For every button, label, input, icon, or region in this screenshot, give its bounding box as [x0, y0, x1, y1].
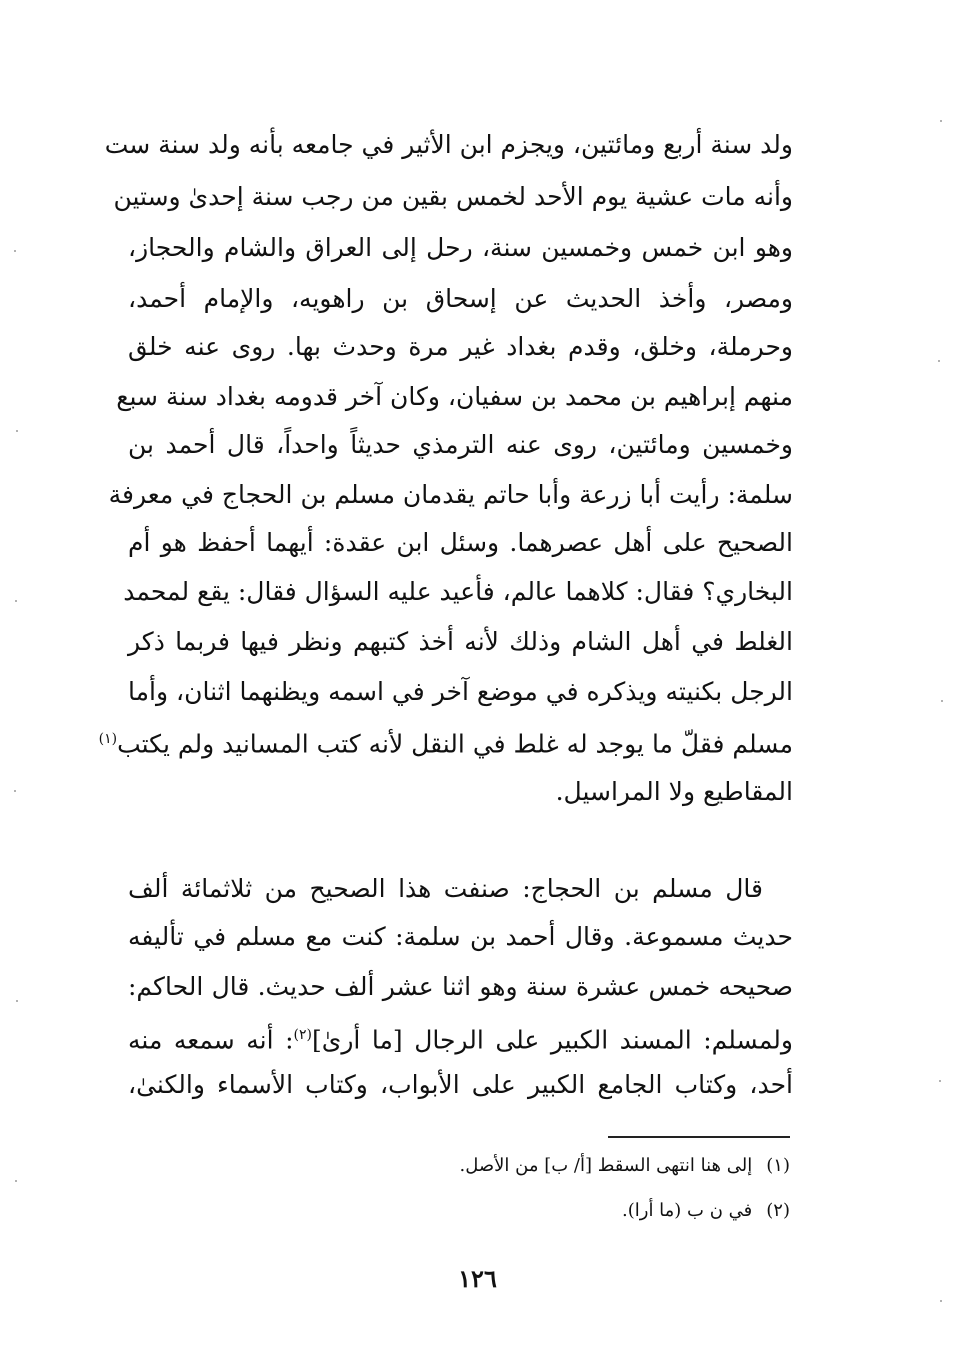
page-number: ١٢٦	[458, 1264, 497, 1293]
line-text: : أنه سمعه منه	[128, 1025, 294, 1055]
text-line: وأنه مات عشية يوم الأحد لخمس بقين من رجب سنة إحدىٰ وستين	[113, 182, 793, 211]
scan-speck	[15, 600, 17, 602]
scan-speck	[15, 1180, 17, 1182]
footnote	[300, 1152, 790, 1182]
footnote-marker: (١)	[98, 731, 118, 747]
footnote-text: في ن ب (ما أرا).	[622, 1200, 753, 1221]
line-text: ولمسلم: المسند الكبير على الرجال [ما أرىٰ]	[312, 1025, 793, 1055]
footnote-number: (١)	[766, 1155, 790, 1176]
text-line	[128, 1018, 793, 1054]
scan-speck	[14, 250, 16, 252]
footnote-marker: (٢)	[293, 1027, 313, 1043]
text-line: قال مسلم بن الحجاج: صنفت هذا الصحيح من ثلاثمائة ألف	[128, 874, 763, 903]
footnote-text: إلى هنا انتهى السقط [أ/ ب] من الأصل.	[459, 1155, 753, 1176]
footnote-number: (٢)	[766, 1200, 790, 1221]
text-line: أحد، وكتاب الجامع الكبير على الأبواب، وكتاب الأسماء والكنىٰ،	[128, 1070, 793, 1099]
scan-speck	[16, 430, 18, 432]
text-line: وخمسين ومائتين، روى عنه الترمذي حديثاً واحداً، قال أحمد بن	[128, 430, 793, 459]
line-text: مسلم فقلّ ما يوجد له غلط في النقل لأنه كتب المسانيد ولم يكتب	[117, 729, 793, 759]
text-line: وهو ابن خمس وخمسين سنة، رحل إلى العراق والشام والحجاز،	[128, 233, 793, 262]
scan-speck	[14, 790, 16, 792]
text-line: الصحيح على أهل عصرهما. وسئل ابن عقدة: أيهما أحفظ هو أم	[128, 528, 793, 557]
text-line: حديث مسموعة. وقال أحمد بن سلمة: كنت مع مسلم في تأليفه	[128, 922, 793, 951]
text-line: الغلط في أهل الشام وذلك لأنه أخذ كتبهم ونظر فيها فربما ذكر	[128, 627, 793, 656]
text-line	[98, 722, 793, 759]
text-line: صحيحه خمس عشرة سنة وهو اثنا عشر ألف حديث. قال الحاكم:	[128, 972, 793, 1001]
text-line: المقاطيع ولا المراسيل.	[555, 777, 793, 806]
footnote	[300, 1197, 790, 1227]
text-line: ومصر، وأخذ الحديث عن إسحاق بن راهويه، والإمام أحمد،	[128, 284, 793, 313]
text-line: البخاري؟ فقال: كلاهما عالم، فأعيد عليه السؤال فقال: يقع لمحمد	[123, 577, 793, 606]
footnote-separator	[608, 1136, 790, 1138]
text-line: سلمة: رأيت أبا زرعة وأبا حاتم يقدمان مسلم بن الحجاج في معرفة	[108, 480, 793, 509]
scan-speck	[16, 1000, 18, 1002]
text-line: الرجل بكنيته ويذكره في موضع آخر في اسمه ويظنهما اثنان، وأما	[128, 677, 793, 706]
text-line: وحرملة، وخلق، وقدم بغداد غير مرة وحدث بها. روى عنه خلق	[128, 332, 793, 361]
scan-speck	[939, 1080, 941, 1082]
text-line: منهم إبراهيم بن محمد بن سفيان، وكان آخر قدومه بغداد سنة سبع	[116, 382, 793, 411]
text-line: ولد سنة أربع ومائتين، ويجزم ابن الأثير في جامعه بأنه ولد سنة ست	[104, 130, 793, 159]
scan-speck	[940, 1300, 942, 1302]
scan-speck	[941, 700, 943, 702]
scan-speck	[938, 360, 940, 362]
scan-speck	[940, 120, 942, 122]
